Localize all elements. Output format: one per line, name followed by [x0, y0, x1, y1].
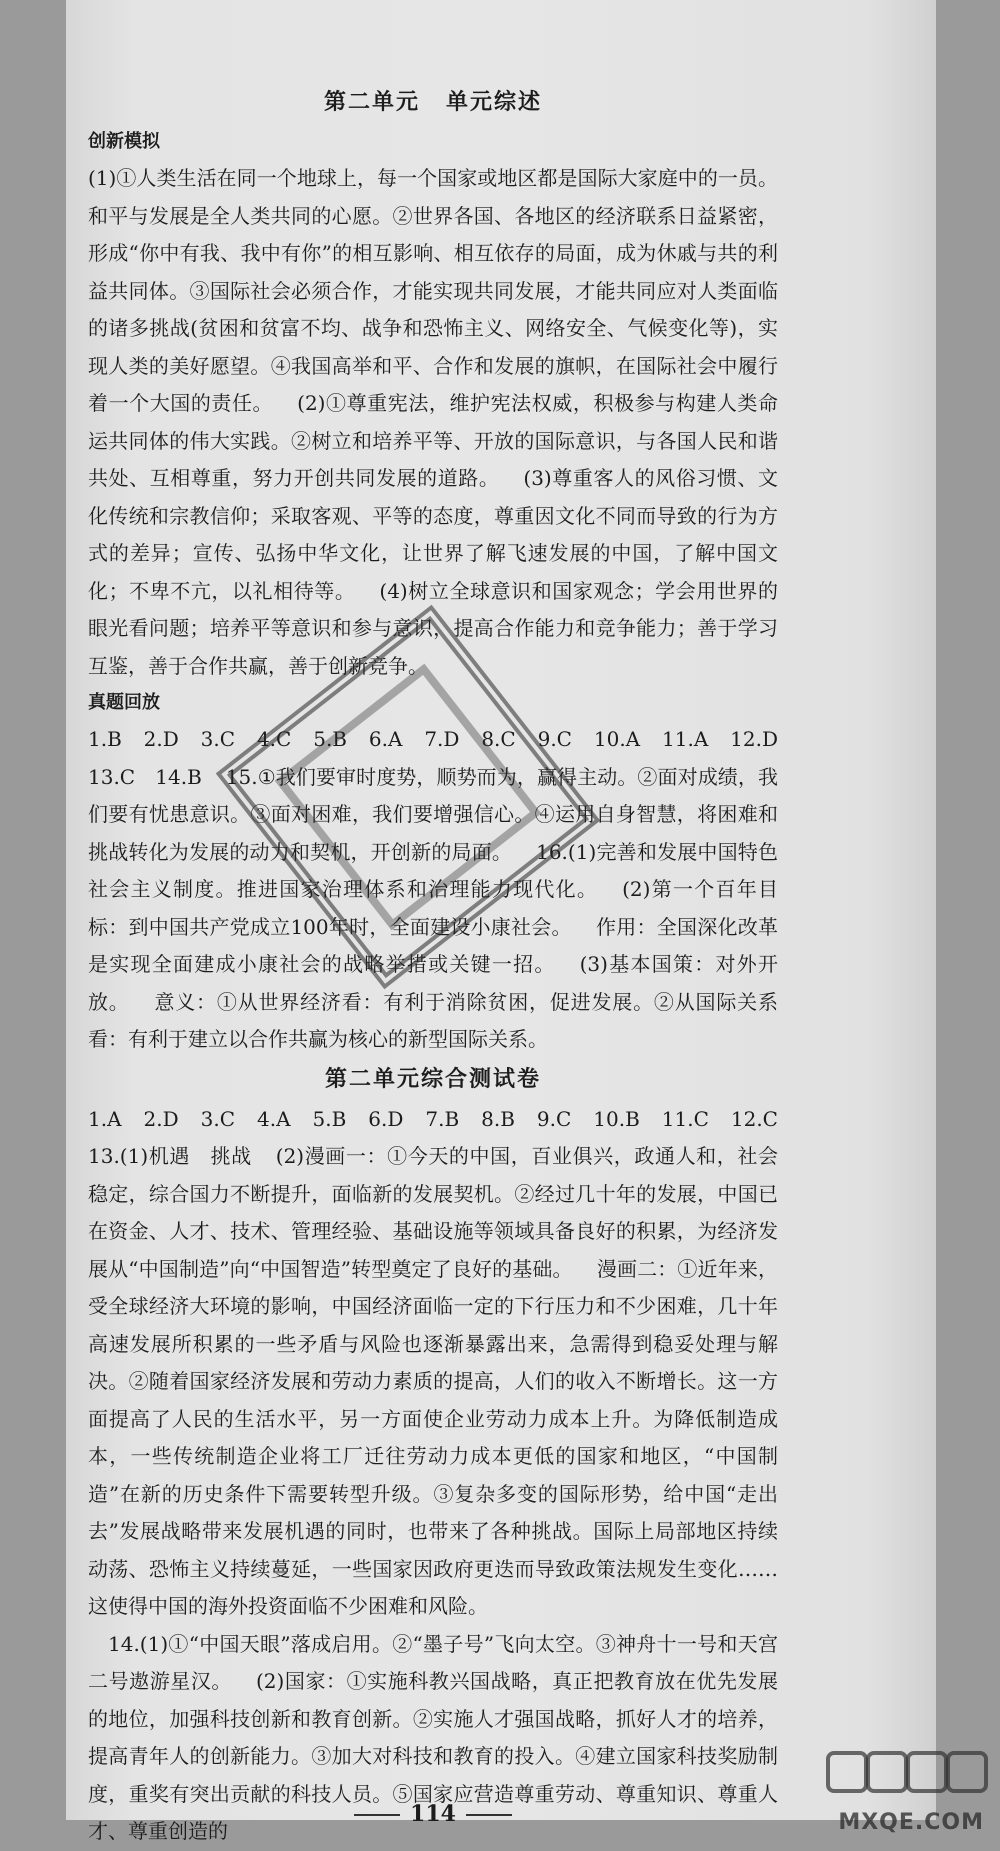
answer-3: (3)尊重客人的风俗习惯、文化传统和宗教信仰；采取客观、平等的态度，尊重因文化不同而导致的行为方式的差异；宣传、弘扬中华文化，让世界了解飞速发展的中国，了解中国文化；不卑不亢，以礼相待等。	[88, 466, 779, 603]
choice-answers-review: 1.B 2.D 3.C 4.C 5.B 6.A 7.D 8.C 9.C 10.A 11.A 12.D 13.C 14.B	[88, 727, 798, 789]
watermark-box-icon	[906, 1751, 948, 1793]
unit-title	[88, 82, 778, 122]
unit-title-label: 单元综述	[446, 89, 543, 115]
answer-13-1: 13.(1)机遇 挑战	[88, 1144, 252, 1168]
section-heading-review: 真题回放	[88, 692, 160, 713]
answer-content	[88, 82, 798, 1851]
watermark-logo	[820, 1747, 990, 1837]
answer-16-role: 作用：全国深化改革是实现全面建成小康社会的战略举措或关键一招。	[88, 914, 778, 976]
answer-4: (4)树立全球意识和国家观念；学会用世界的眼光看问题；培养平等意识和参与意识，提高合作能力和竞争能力；善于学习互鉴，善于合作共赢，善于创新竞争。	[88, 578, 778, 678]
answer-16-3: (3)基本国策：对外开放。	[88, 952, 778, 1014]
answer-15: 15.①我们要审时度势，顺势而为，赢得主动。②面对成绩，我们要有忧患意识。③面对困难，我们要增强信心。④运用自身智慧，将困难和挑战转化为发展的动力和契机，开创新的局面。	[88, 764, 778, 864]
answer-16-1: 16.(1)完善和发展中国特色社会主义制度。推进国家治理体系和治理能力现代化。	[88, 839, 779, 901]
answer-13-cartoon2: 漫画二：①近年来，受全球经济大环境的影响，中国经济面临一定的下行压力和不少困难，几十年高速发展所积累的一些矛盾与风险也逐渐暴露出来，急需得到稳妥处理与解决。②随着国家经济发展和劳动力素质的提高，人们的收入不断增长。这一方面提高了人民的生活水平，另一方面使企业劳动力成本上升。为降低制造成本，一些传统制造企业将工厂迁往劳动力成本更低的国家和地区，“中国制造”在新的历史条件下需要转型升级。③复杂多变的国际形势，给中国“走出去”发展战略带来发展机遇的同时，也带来了各种挑战。国际上局部地区持续动荡、恐怖主义持续蔓延，一些国家因政府更迭而导致政策法规发生变化……这使得中国的海外投资面临不少困难和风险。	[88, 1256, 778, 1618]
paragraph-test	[88, 1101, 778, 1626]
page-number: 114	[410, 1801, 456, 1827]
watermark-box-icon	[866, 1751, 908, 1793]
watermark-box-icon	[826, 1751, 868, 1793]
answer-14-2: (2)国家：①实施科教兴国战略，真正把教育放在优先发展的地位，加强科技创新和教育创新。②实施人才强国战略，抓好人才的培养，提高青年人的创新能力。③加大对科技和教育的投入。④建立国家科技奖励制度，重奖有突出贡献的科技人员。⑤国家应营造尊重劳动、尊重知识、尊重人才、尊重创造的	[88, 1669, 778, 1843]
watermark-box-icon	[946, 1751, 988, 1793]
section-heading-innovation: 创新模拟	[88, 131, 160, 152]
unit-title-number: 第二单元	[323, 89, 420, 115]
answer-1: (1)①人类生活在同一个地球上，每一个国家或地区都是国际大家庭中的一员。和平与发展是全人类共同的心愿。②世界各国、各地区的经济联系日益紧密，形成“你中有我、我中有你”的相互影响、相互依存的局面，成为休戚与共的利益共同体。③国际社会必须合作，才能实现共同发展，才能共同应对人类面临的诸多挑战(贫困和贫富不均、战争和恐怖主义、网络安全、气候变化等)，实现人类的美好愿望。④我国高举和平、合作和发展的旗帜，在国际社会中履行着一个大国的责任。	[88, 166, 778, 415]
answer-2: (2)①尊重宪法，维护宪法权威，积极参与构建人类命运共同体的伟大实践。②树立和培养平等、开放的国际意识，与各国人民和谐共处、互相尊重，努力开创共同发展的道路。	[88, 391, 779, 490]
test-title: 第二单元综合测试卷	[324, 1065, 541, 1092]
paragraph-review	[88, 721, 798, 1059]
answer-13-2: (2)漫画一：①今天的中国，百业俱兴，政通人和，社会稳定，综合国力不断提升，面临新的发展契机。②经过几十年的发展，中国已在资金、人才、技术、管理经验、基础设施等领域具备良好的积累，为经济发展从“中国制造”向“中国智造”转型奠定了良好的基础。	[88, 1144, 778, 1281]
page-footer	[88, 1796, 778, 1834]
answer-16-2: (2)第一个百年目标：到中国共产党成立100年时，全面建设小康社会。	[88, 877, 778, 939]
choice-answers-test: 1.A 2.D 3.C 4.A 5.B 6.D 7.B 8.B 9.C 10.B 11.C 12.C	[88, 1106, 778, 1131]
answer-14-1: 14.(1)①“中国天眼”落成启用。②“墨子号”飞向太空。③神舟十一号和天宫二号遨游星汉。	[88, 1631, 778, 1693]
answer-16-meaning: 意义：①从世界经济看：有利于消除贫困，促进发展。②从国际关系看：有利于建立以合作共赢为核心的新型国际关系。	[88, 989, 778, 1051]
watermark-url: MXQE.COM	[838, 1810, 984, 1835]
paragraph-innovation	[88, 160, 778, 685]
